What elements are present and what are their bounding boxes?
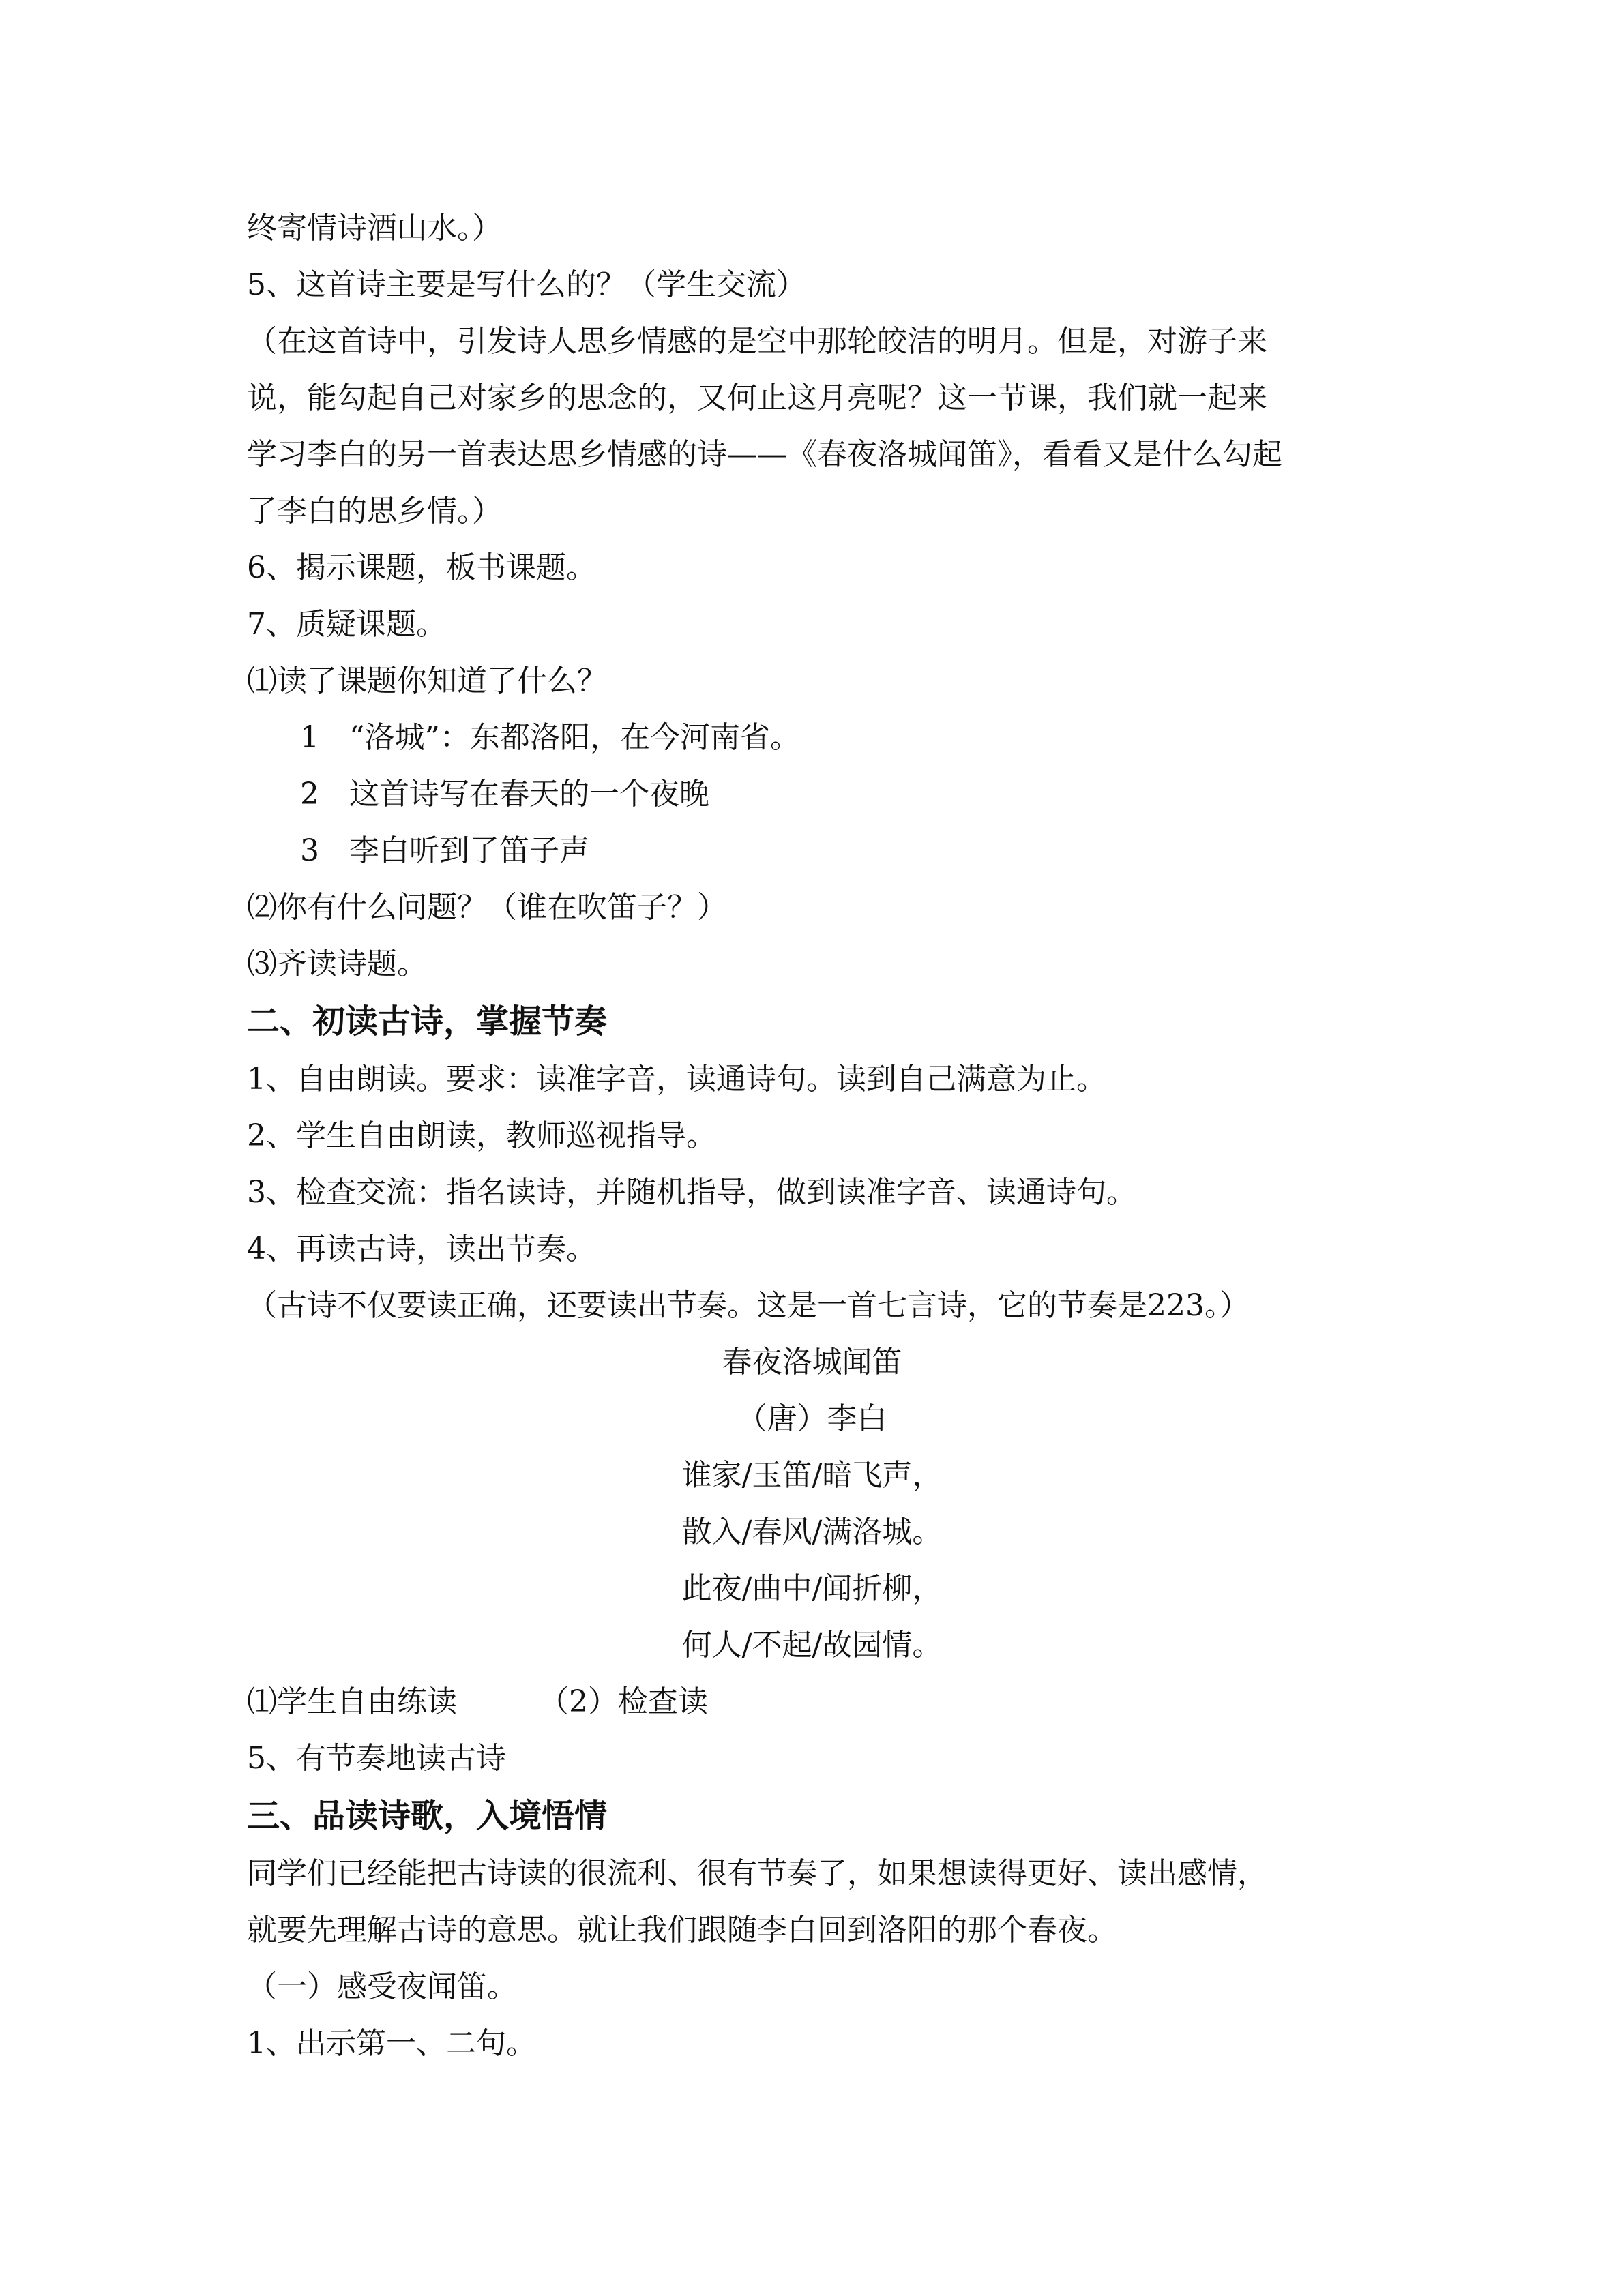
poem-line: 何人/不起/故园情。 — [681, 1628, 943, 1663]
text-line: 学习李白的另一首表达思乡情感的诗——《春夜洛城闻笛》，看看又是什么勾起 — [247, 437, 1282, 472]
section-heading: 三、品读诗歌，入境悟情 — [247, 1797, 608, 1835]
text-line: （一）感受夜闻笛。 — [247, 1969, 517, 2004]
list-item: 2 这首诗写在春天的一个夜晚 — [300, 777, 709, 811]
text-line: 1、自由朗读。要求：读准字音，读通诗句。读到自己满意为止。 — [247, 1062, 1106, 1097]
text-line: 同学们已经能把古诗读的很流利、很有节奏了，如果想读得更好、读出感情， — [247, 1856, 1267, 1891]
text-line: 了李白的思乡情。） — [247, 494, 502, 528]
poem-line: 散入/春风/满洛城。 — [681, 1515, 943, 1549]
text-line: （在这首诗中，引发诗人思乡情感的是空中那轮皎洁的明月。但是，对游子来 — [247, 324, 1267, 359]
text-line: ⑶齐读诗题。 — [247, 946, 427, 981]
text-line: 5、有节奏地读古诗 — [247, 1741, 506, 1776]
text-line: 终寄情诗酒山水。） — [247, 211, 502, 245]
poem-title: 春夜洛城闻笛 — [722, 1345, 902, 1380]
poem-line: 此夜/曲中/闻折柳， — [681, 1571, 943, 1606]
text-line: 3、检查交流：指名读诗，并随机指导，做到读准字音、读通诗句。 — [247, 1175, 1136, 1210]
text-line: 4、再读古诗，读出节奏。 — [247, 1232, 596, 1266]
text-line — [247, 1682, 708, 1723]
poem-author: （唐）李白 — [737, 1401, 887, 1436]
text-line: ⑴读了课题你知道了什么？ — [247, 664, 607, 698]
practice-step: （2）检查读 — [539, 1684, 708, 1719]
poem-line: 谁家/玉笛/暗飞声， — [681, 1458, 943, 1493]
practice-step: ⑴学生自由练读 — [247, 1684, 457, 1719]
text-line: 6、揭示课题，板书课题。 — [247, 550, 596, 585]
list-item: 3 李白听到了笛子声 — [300, 833, 589, 868]
text-line: 5、这首诗主要是写什么的？（学生交流） — [247, 267, 806, 302]
text-line: （古诗不仅要读正确，还要读出节奏。这是一首七言诗，它的节奏是223。） — [247, 1288, 1250, 1323]
text-line: 就要先理解古诗的意思。就让我们跟随李白回到洛阳的那个春夜。 — [247, 1913, 1117, 1948]
text-line: 1、出示第一、二句。 — [247, 2026, 536, 2061]
text-line: 说，能勾起自己对家乡的思念的，又何止这月亮呢？这一节课，我们就一起来 — [247, 381, 1267, 415]
text-line: ⑵你有什么问题？（谁在吹笛子？） — [247, 890, 727, 925]
section-heading: 二、初读古诗，掌握节奏 — [247, 1002, 608, 1041]
text-line: 7、质疑课题。 — [247, 607, 446, 642]
list-item: 1 “洛城”：东都洛阳，在今河南省。 — [300, 720, 800, 755]
text-line: 2、学生自由朗读，教师巡视指导。 — [247, 1118, 716, 1153]
